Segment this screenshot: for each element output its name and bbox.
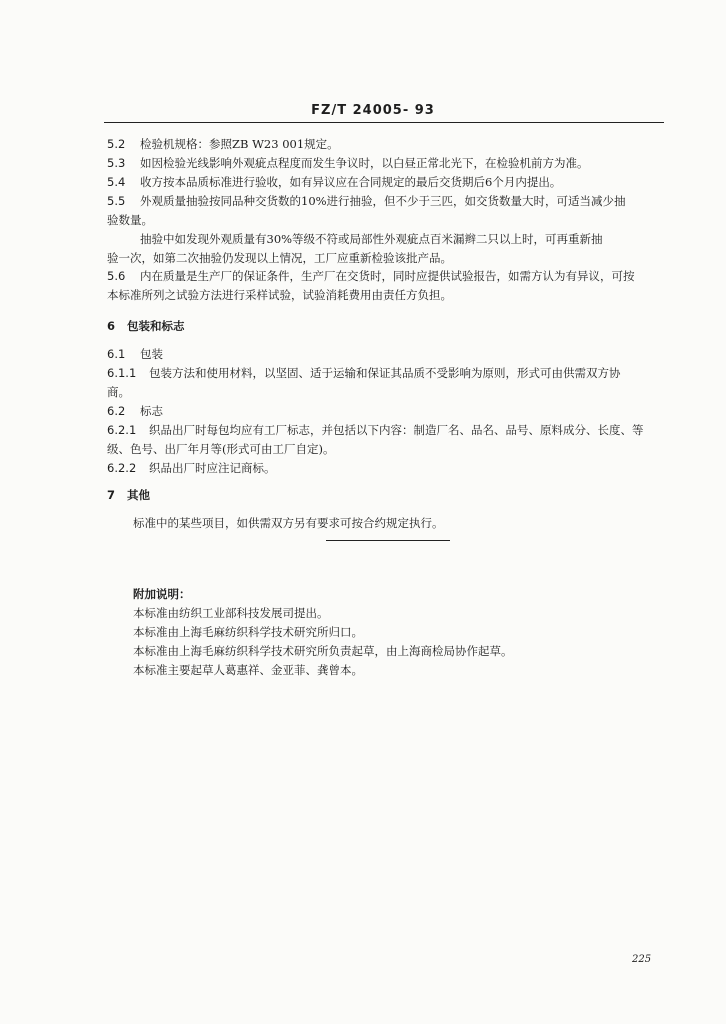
section-title: 包装和标志 [127, 319, 185, 333]
section-number: 6 [107, 319, 116, 333]
clause-5-5-paragraph-2: 抽验中如发现外观质量有30%等级不符或局部性外观疵点百米漏辫二只以上时，可再重新抽 [140, 232, 603, 246]
clause-5-5 [107, 193, 626, 209]
appendix-title: 附加说明： [133, 587, 191, 601]
clause-number: 5.6 [107, 269, 126, 283]
clause-number: 6.2 [107, 404, 126, 418]
clause-text: 包装方法和使用材料，以坚固、适于运输和保证其品质不受影响为原则，形式可由供需双方协 [149, 366, 621, 380]
appendix-line: 本标准由上海毛麻纺织科学技术研究所负责起草，由上海商检局协作起草。 [133, 644, 513, 658]
clause-text: 如因检验光线影响外观疵点程度而发生争议时，以白昼正常北光下，在检验机前方为准。 [140, 156, 589, 170]
section-7-heading [107, 487, 150, 503]
clause-5-6-continuation: 本标准所列之试验方法进行采样试验，试验消耗费用由责任方负担。 [107, 288, 452, 302]
clause-text: 织品出厂时应注记商标。 [149, 461, 276, 475]
header-rule [104, 122, 664, 123]
clause-number: 5.3 [107, 156, 126, 170]
clause-text: 检验机规格：参照ZB W23 001规定。 [140, 137, 339, 151]
clause-text: 收方按本品质标准进行验收，如有异议应在合同规定的最后交货期后6个月内提出。 [140, 175, 562, 189]
clause-number: 6.1 [107, 347, 126, 361]
clause-5-2 [107, 136, 339, 152]
clause-number: 6.2.2 [107, 461, 137, 475]
clause-5-5-paragraph-2-continuation: 验一次，如第二次抽验仍发现以上情况，工厂应重新检验该批产品。 [107, 251, 452, 265]
clause-6-2-1 [107, 422, 644, 438]
clause-6-2-1-continuation: 级、色号、出厂年月等(形式可由工厂自定)。 [107, 442, 335, 456]
clause-number: 6.2.1 [107, 423, 137, 437]
clause-number: 5.2 [107, 137, 126, 151]
clause-5-3 [107, 155, 589, 171]
standard-header: FZ/T 24005- 93 [311, 103, 435, 118]
appendix-line: 本标准由纺织工业部科技发展司提出。 [133, 606, 329, 620]
appendix-line: 本标准由上海毛麻纺织科学技术研究所归口。 [133, 625, 363, 639]
clause-6-2-2 [107, 460, 276, 476]
clause-5-4 [107, 174, 561, 190]
clause-6-1-1-continuation: 商。 [107, 385, 130, 399]
section-6-heading [107, 318, 185, 334]
clause-5-6 [107, 268, 635, 284]
section-number: 7 [107, 488, 116, 502]
section-7-text: 标准中的某些项目，如供需双方另有要求可按合约规定执行。 [133, 516, 444, 530]
clause-6-1 [107, 346, 163, 362]
clause-title: 标志 [140, 404, 163, 418]
separator-rule [326, 540, 450, 541]
clause-number: 5.5 [107, 194, 126, 208]
clause-number: 5.4 [107, 175, 126, 189]
clause-text: 织品出厂时每包均应有工厂标志，并包括以下内容：制造厂名、品名、品号、原料成分、长度、等 [149, 423, 644, 437]
clause-6-2 [107, 403, 163, 419]
clause-text: 外观质量抽验按同品种交货数的10%进行抽验，但不少于三匹，如交货数量大时，可适当减少抽 [140, 194, 626, 208]
section-title: 其他 [127, 488, 150, 502]
clause-text: 内在质量是生产厂的保证条件，生产厂在交货时，同时应提供试验报告，如需方认为有异议，可按 [140, 269, 635, 283]
clause-title: 包装 [140, 347, 163, 361]
page-number: 225 [632, 954, 652, 965]
clause-5-5-continuation: 验数量。 [107, 213, 153, 227]
appendix-line: 本标准主要起草人葛惠祥、金亚菲、龚曾本。 [133, 663, 363, 677]
clause-6-1-1 [107, 365, 621, 381]
clause-number: 6.1.1 [107, 366, 137, 380]
